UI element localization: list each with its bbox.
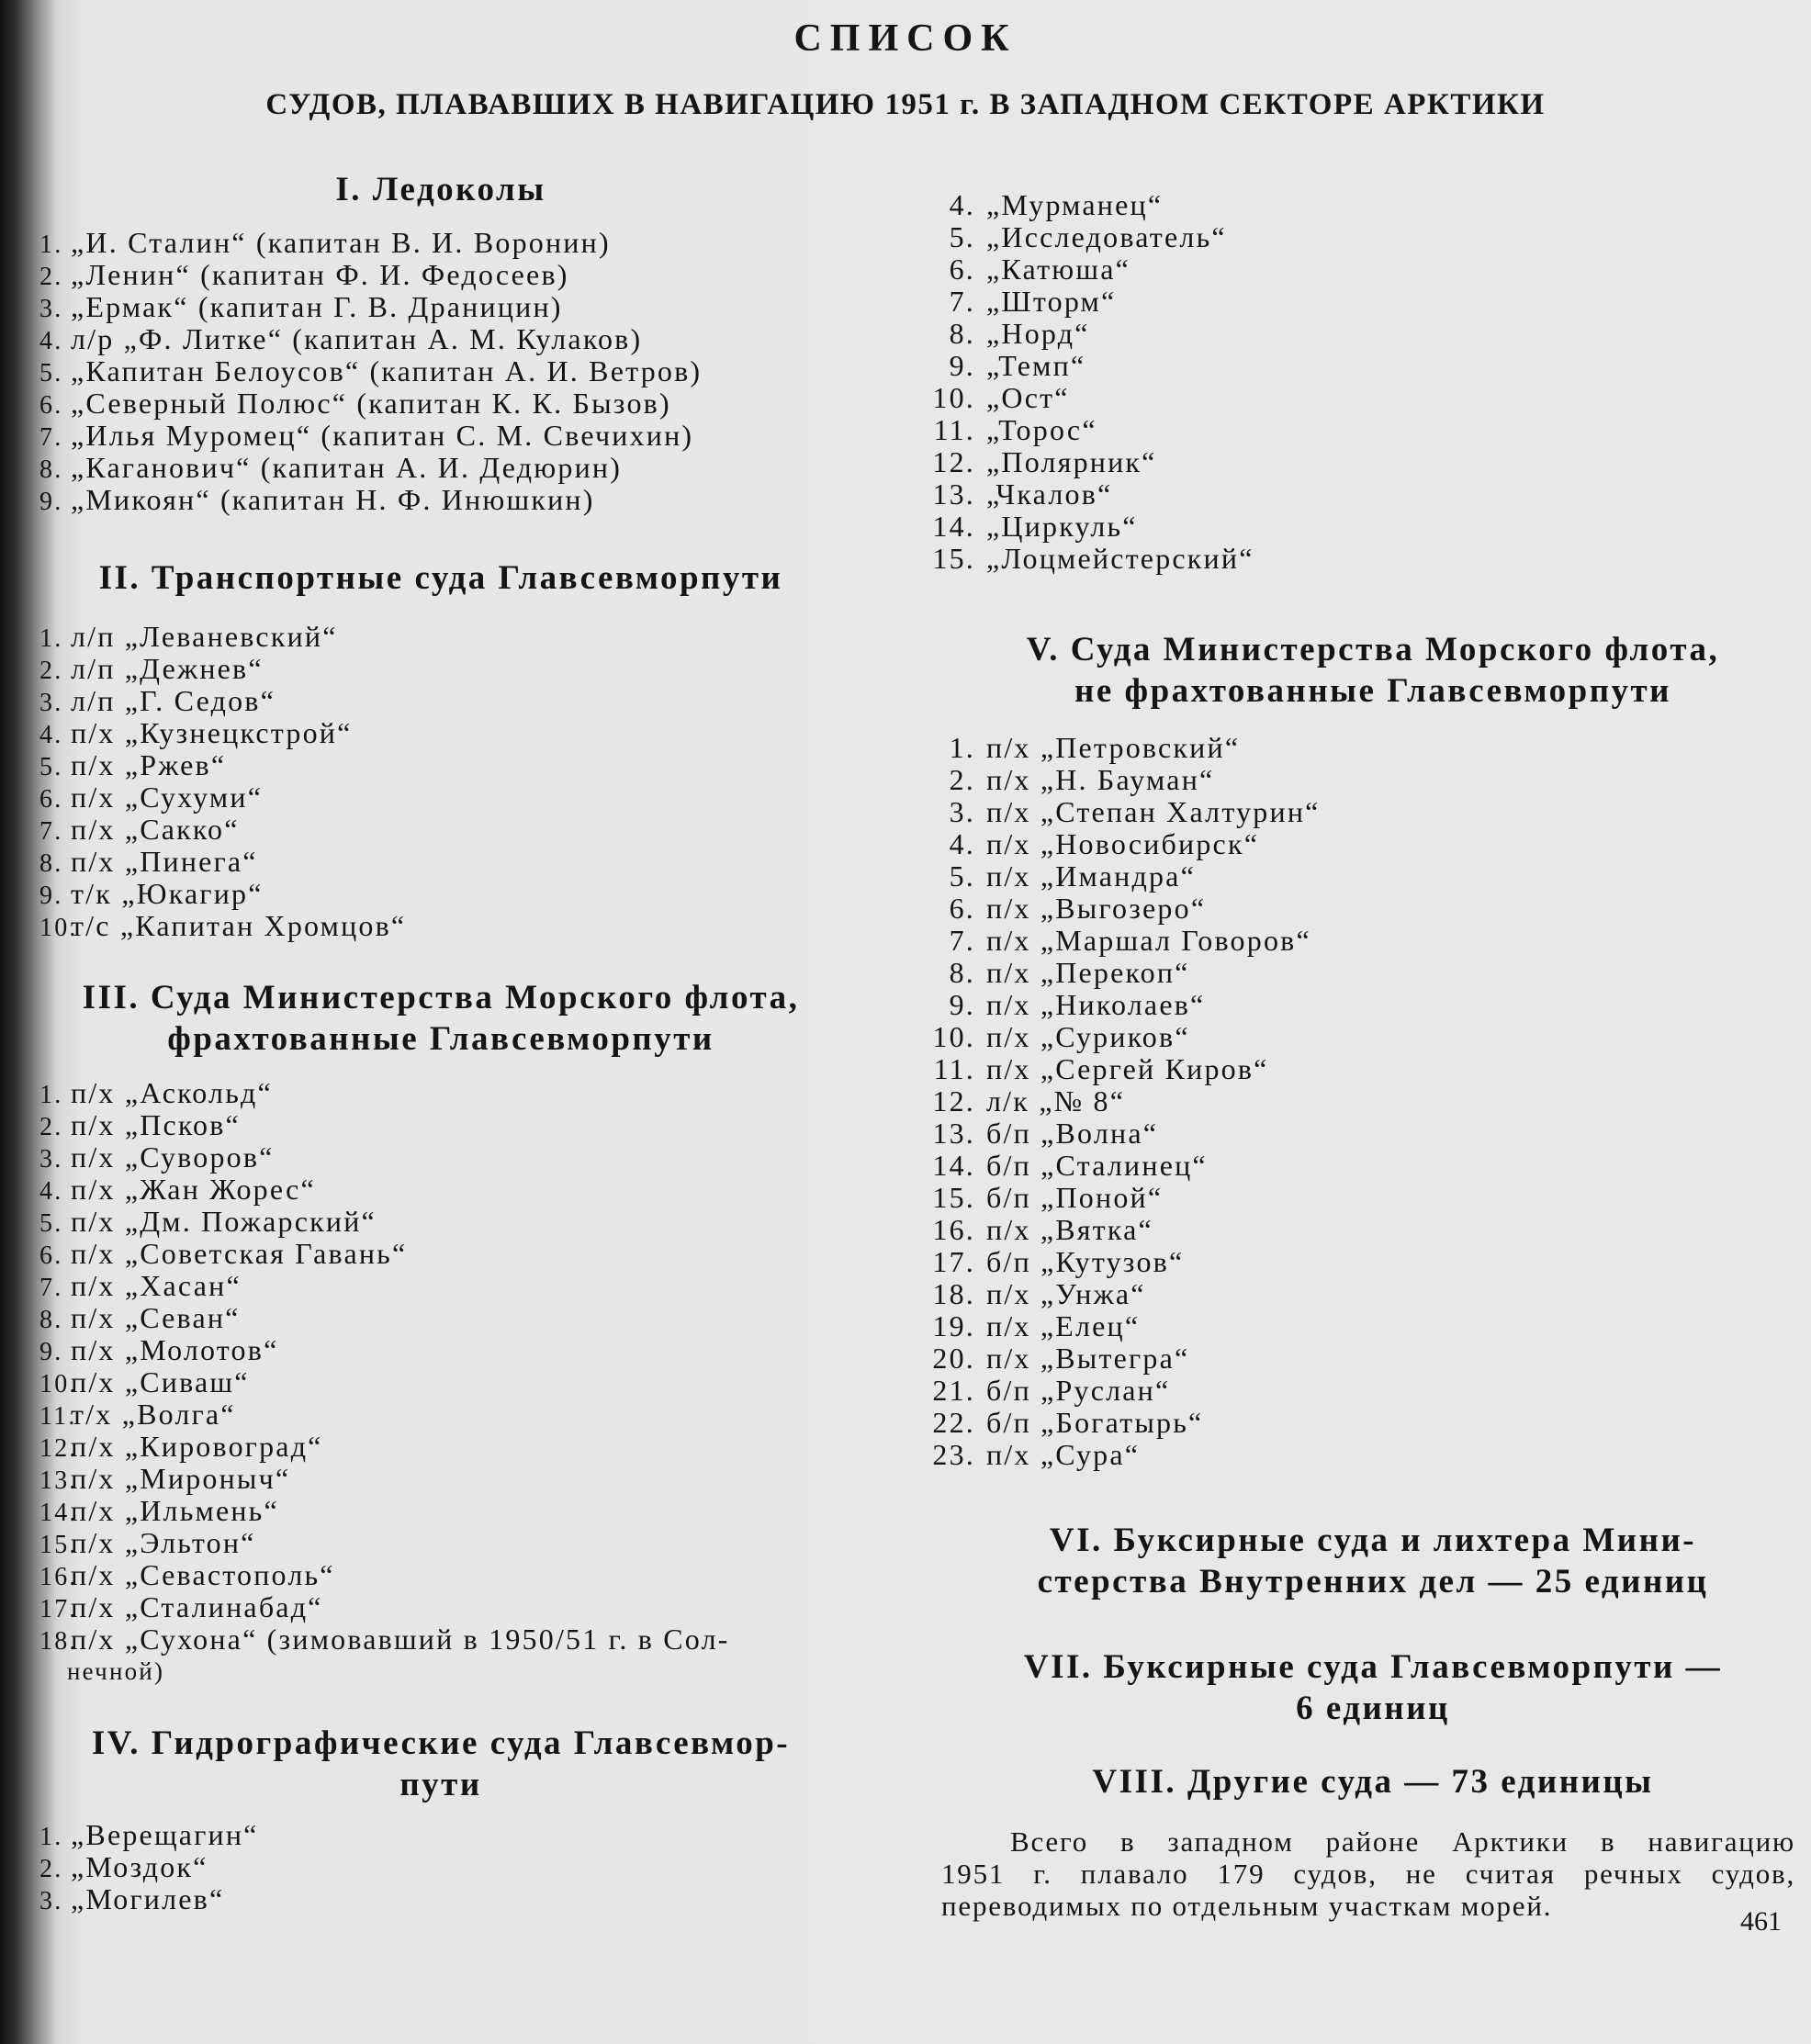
- list-item: [39, 1463, 730, 1495]
- list-item: [39, 653, 406, 685]
- item-number: 1.: [39, 230, 63, 259]
- section-list-5: [918, 732, 1321, 1471]
- item-text: п/х „Севастополь“: [71, 1558, 335, 1591]
- item-text: п/х „Ржев“: [71, 748, 227, 781]
- item-number: 1.: [39, 1081, 63, 1109]
- section-heading-4: [37, 1723, 845, 1805]
- item-number: 7.: [949, 285, 975, 318]
- list-item: [39, 1334, 730, 1366]
- item-number: 18.: [39, 1627, 78, 1656]
- item-number: 4.: [39, 721, 63, 749]
- item-number: 6.: [949, 253, 975, 286]
- list-item: [918, 828, 1321, 860]
- item-text: „Капитан Белоусов“ (капитан А. И. Ветров): [71, 354, 703, 387]
- item-number: 13.: [932, 1117, 975, 1150]
- item-number: 4.: [39, 327, 63, 355]
- item-number: 8.: [949, 317, 975, 350]
- item-text: „Лоцмейстерский“: [986, 542, 1254, 575]
- list-item: [918, 1085, 1321, 1117]
- item-text: л/п „Г. Седов“: [71, 684, 276, 717]
- list-item: [918, 1342, 1321, 1375]
- list-item: [918, 1150, 1321, 1182]
- item-number: 7.: [949, 924, 975, 957]
- item-text: п/х „Севан“: [71, 1301, 241, 1334]
- item-number: 6.: [39, 391, 63, 420]
- item-text: п/х „Петровский“: [986, 731, 1241, 764]
- section-heading-7: [946, 1646, 1800, 1729]
- list-item: [918, 1117, 1321, 1150]
- heading-line: I. Ледоколы: [335, 171, 546, 208]
- list-item: [39, 227, 702, 259]
- item-number: 9.: [949, 349, 975, 382]
- item-number: 7.: [39, 817, 63, 846]
- item-text: п/х „Советская Гавань“: [71, 1237, 408, 1270]
- heading-line: пути: [399, 1766, 482, 1803]
- item-number: 2.: [949, 763, 975, 796]
- item-text: п/х „Дм. Пожарский“: [71, 1205, 377, 1238]
- item-text: б/п „Кутузов“: [986, 1245, 1185, 1278]
- item-number: 7.: [39, 423, 63, 452]
- item-number: 14.: [39, 1499, 78, 1527]
- item-number: 21.: [932, 1374, 975, 1407]
- item-number: 11.: [933, 413, 975, 446]
- item-number: 13.: [39, 1466, 78, 1495]
- item-number: 8.: [39, 455, 63, 484]
- list-item: [39, 814, 406, 846]
- item-text: п/х „Сергей Киров“: [986, 1052, 1269, 1085]
- item-text: п/х „Кузнецкстрой“: [71, 716, 353, 749]
- item-text: б/п „Сталинец“: [986, 1149, 1208, 1182]
- item-text: п/х „Перекоп“: [986, 956, 1190, 989]
- list-item: [918, 511, 1254, 543]
- item-text: „Каганович“ (капитан А. И. Дедюрин): [71, 451, 623, 484]
- item-number: 14.: [932, 510, 975, 543]
- list-item: [39, 1851, 259, 1883]
- list-item: [918, 1375, 1321, 1407]
- item-number: 17.: [932, 1245, 975, 1278]
- item-number: 9.: [949, 988, 975, 1021]
- item-number: 9.: [39, 1338, 63, 1366]
- list-item: [39, 387, 702, 420]
- section-heading-8: [946, 1761, 1800, 1803]
- item-number: 2.: [39, 1113, 63, 1141]
- list-item: [918, 957, 1321, 989]
- heading-line: II. Транспортные суда Главсевморпути: [98, 559, 783, 597]
- item-number: 20.: [932, 1342, 975, 1375]
- item-number: 6.: [949, 892, 975, 925]
- heading-line: III. Суда Министерства Морского флота,: [82, 979, 800, 1016]
- list-item: [918, 989, 1321, 1021]
- summary-line: переводимых по отдельным участкам морей.: [941, 1890, 1553, 1922]
- item-text: п/х „Н. Бауман“: [986, 763, 1215, 796]
- list-item: [39, 291, 702, 323]
- item-number: 1.: [39, 624, 63, 653]
- list-item: [918, 221, 1254, 253]
- item-text: п/х „Сиваш“: [71, 1365, 250, 1398]
- list-item: [39, 1591, 730, 1623]
- item-text: „Ост“: [986, 381, 1070, 414]
- item-text: б/п „Поной“: [986, 1181, 1164, 1214]
- item-number: 3.: [39, 295, 63, 323]
- list-item: [39, 1366, 730, 1398]
- item-number: 19.: [932, 1309, 975, 1342]
- item-number: 15.: [932, 1181, 975, 1214]
- item-text: п/х „Вытегра“: [986, 1342, 1190, 1375]
- item-number: 3.: [39, 689, 63, 717]
- item-number: 11.: [39, 1402, 77, 1431]
- list-item: [918, 414, 1254, 446]
- list-item: [39, 1302, 730, 1334]
- item-number: 8.: [39, 1306, 63, 1334]
- item-text: п/х „Степан Халтурин“: [986, 795, 1321, 828]
- summary-line: Всего в западном районе Арктики в навигацию: [1010, 1825, 1795, 1858]
- item-number: 13.: [932, 477, 975, 511]
- item-number: 1.: [949, 731, 975, 764]
- item-number: 12.: [932, 445, 975, 478]
- item-text: п/х „Кировоград“: [71, 1430, 323, 1463]
- item-number: 2.: [39, 1855, 63, 1883]
- list-item: [39, 452, 702, 484]
- section-heading-2: [37, 557, 845, 599]
- heading-line: V. Суда Министерства Морского флота,: [1026, 631, 1720, 668]
- item-text-continuation: нечной): [67, 1657, 165, 1685]
- item-text: „Илья Муромец“ (капитан С. М. Свечихин): [71, 419, 694, 452]
- item-text: п/х „Вятка“: [986, 1213, 1153, 1246]
- item-number: 17.: [39, 1595, 78, 1623]
- list-item: [918, 1021, 1321, 1053]
- section-heading-6: [946, 1520, 1800, 1602]
- item-number: 1.: [39, 1823, 63, 1851]
- list-item: [39, 484, 702, 516]
- list-item: [918, 350, 1254, 382]
- summary-paragraph: [941, 1825, 1795, 1922]
- list-item: [39, 1174, 730, 1206]
- list-item: [39, 323, 702, 355]
- item-text: „Мурманец“: [986, 188, 1164, 221]
- list-item: [39, 1270, 730, 1302]
- item-number: 15.: [932, 542, 975, 575]
- item-text: „Циркуль“: [986, 510, 1138, 543]
- list-item: [918, 860, 1321, 893]
- list-item: [918, 382, 1254, 414]
- item-text: п/х „Суриков“: [986, 1020, 1190, 1053]
- item-text: п/х „Имандра“: [986, 859, 1196, 893]
- item-number: 12.: [932, 1084, 975, 1117]
- item-number: 5.: [949, 859, 975, 893]
- list-item: [918, 925, 1321, 957]
- list-item: [918, 1407, 1321, 1439]
- item-number: 3.: [39, 1145, 63, 1174]
- list-item: [918, 1214, 1321, 1246]
- list-item: [918, 893, 1321, 925]
- item-text: б/п „Руслан“: [986, 1374, 1171, 1407]
- item-text: „Темп“: [986, 349, 1086, 382]
- item-text: „Микоян“ (капитан Н. Ф. Инюшкин): [71, 483, 595, 516]
- item-text: п/х „Сура“: [986, 1438, 1141, 1471]
- item-text: п/х „Унжа“: [986, 1277, 1146, 1310]
- heading-line: VI. Буксирные суда и лихтера Мини-: [1049, 1522, 1697, 1559]
- item-text: „Торос“: [986, 413, 1097, 446]
- item-number: 22.: [932, 1406, 975, 1439]
- list-item: [39, 1495, 730, 1527]
- list-item: [918, 1246, 1321, 1278]
- item-text: п/х „Ильмень“: [71, 1494, 279, 1527]
- list-item: [918, 253, 1254, 286]
- summary-line: 1951 г. плавало 179 судов, не считая речных судов,: [941, 1858, 1795, 1890]
- list-item: [39, 1077, 730, 1109]
- item-number: 8.: [39, 849, 63, 878]
- item-text: „Моздок“: [71, 1850, 208, 1883]
- list-item: [39, 1527, 730, 1559]
- item-number: 16.: [39, 1563, 78, 1591]
- item-text: б/п „Богатырь“: [986, 1406, 1204, 1439]
- item-text: „Чкалов“: [986, 477, 1113, 511]
- list-item: [918, 1439, 1321, 1471]
- item-text: п/х „Псков“: [71, 1108, 241, 1141]
- list-item: [39, 1623, 730, 1656]
- list-item: [918, 732, 1321, 764]
- item-number: 12.: [39, 1434, 78, 1463]
- list-item: [39, 355, 702, 387]
- item-text: п/х „Маршал Говоров“: [986, 924, 1311, 957]
- section-heading-1: [37, 169, 845, 210]
- item-text: „Норд“: [986, 317, 1090, 350]
- item-number: 23.: [932, 1438, 975, 1471]
- item-text: „Шторм“: [986, 285, 1117, 318]
- list-item: [39, 1398, 730, 1431]
- item-number: 2.: [39, 263, 63, 291]
- item-text: „Полярник“: [986, 445, 1157, 478]
- item-text: л/р „Ф. Литке“ (капитан А. М. Кулаков): [71, 322, 643, 355]
- item-number: 4.: [949, 827, 975, 860]
- list-item: [918, 1053, 1321, 1085]
- list-item: [39, 1238, 730, 1270]
- item-number: 15.: [39, 1531, 78, 1559]
- list-item: [39, 781, 406, 814]
- item-text: „Северный Полюс“ (капитан К. К. Бызов): [71, 387, 671, 420]
- item-number: 16.: [932, 1213, 975, 1246]
- item-number: 10.: [932, 1020, 975, 1053]
- section-list-2: [39, 621, 406, 942]
- item-text: „Ермак“ (капитан Г. В. Драницин): [71, 290, 563, 323]
- item-text: т/к „Юкагир“: [71, 877, 264, 910]
- item-number: 11.: [933, 1052, 975, 1085]
- heading-line: не фрахтованные Главсевморпути: [1074, 672, 1671, 710]
- item-text: п/х „Суворов“: [71, 1140, 275, 1174]
- item-text: л/к „№ 8“: [986, 1084, 1126, 1117]
- list-item: [918, 543, 1254, 575]
- heading-line: фрахтованные Главсевморпути: [167, 1020, 714, 1058]
- item-text: п/х „Сухуми“: [71, 781, 264, 814]
- item-text: п/х „Выгозеро“: [986, 892, 1207, 925]
- list-item: [918, 446, 1254, 478]
- list-item: [39, 1559, 730, 1591]
- item-text: „Исследователь“: [986, 220, 1227, 253]
- list-item: [918, 318, 1254, 350]
- list-item: [39, 1819, 259, 1851]
- list-item: [918, 1278, 1321, 1310]
- item-number: 5.: [39, 753, 63, 781]
- item-text: п/х „Пинега“: [71, 845, 258, 878]
- item-number: 10.: [39, 1370, 78, 1398]
- section-list-4a: [39, 1819, 259, 1915]
- item-text: „Верещагин“: [71, 1818, 259, 1851]
- page-number: 461: [1740, 1906, 1782, 1937]
- item-text: л/п „Леваневский“: [71, 620, 338, 653]
- list-item: [39, 1141, 730, 1174]
- item-number: 6.: [39, 1241, 63, 1270]
- list-item: [39, 1431, 730, 1463]
- list-item: [39, 1109, 730, 1141]
- list-item: [39, 749, 406, 781]
- item-number: 9.: [39, 488, 63, 516]
- list-item: [918, 1182, 1321, 1214]
- list-item: [918, 286, 1254, 318]
- item-text: п/х „Сакко“: [71, 813, 240, 846]
- page-subtitle: СУДОВ, ПЛАВАВШИХ В НАВИГАЦИЮ 1951 г. В ЗАПАДНОМ СЕКТОРЕ АРКТИКИ: [265, 88, 1546, 121]
- item-text: п/х „Аскольд“: [71, 1076, 273, 1109]
- item-number: 5.: [39, 359, 63, 387]
- item-text: „Ленин“ (капитан Ф. И. Федосеев): [71, 258, 569, 291]
- list-item: [39, 621, 406, 653]
- list-item: [918, 796, 1321, 828]
- item-number: 7.: [39, 1274, 63, 1302]
- list-item: [39, 846, 406, 878]
- list-item: [39, 878, 406, 910]
- item-text: п/х „Жан Жорес“: [71, 1173, 316, 1206]
- section-list-4b: [918, 189, 1254, 575]
- item-number: 5.: [949, 220, 975, 253]
- item-number: 10.: [39, 914, 78, 942]
- list-item: [39, 717, 406, 749]
- section-heading-3: [37, 977, 845, 1060]
- item-text: п/х „Мироныч“: [71, 1462, 291, 1495]
- item-number: 18.: [932, 1277, 975, 1310]
- page-title: СПИСОК: [793, 17, 1018, 60]
- item-text: п/х „Хасан“: [71, 1269, 242, 1302]
- list-item: [918, 1310, 1321, 1342]
- list-item: [39, 685, 406, 717]
- section-list-3: [39, 1077, 730, 1688]
- section-heading-5: [946, 629, 1800, 712]
- item-number: 3.: [39, 1887, 63, 1915]
- heading-line: IV. Гидрографические суда Главсевмор-: [91, 1724, 791, 1762]
- item-text: б/п „Волна“: [986, 1117, 1159, 1150]
- item-number: 5.: [39, 1209, 63, 1238]
- item-number: 9.: [39, 882, 63, 910]
- item-number: 4.: [949, 188, 975, 221]
- heading-line: VII. Буксирные суда Главсевморпути —: [1023, 1648, 1723, 1686]
- item-number: 4.: [39, 1177, 63, 1206]
- item-text: т/х „Волга“: [71, 1398, 236, 1431]
- item-number: 2.: [39, 657, 63, 685]
- item-text: п/х „Сталинабад“: [71, 1590, 323, 1623]
- item-number: 14.: [932, 1149, 975, 1182]
- list-item: [918, 764, 1321, 796]
- item-text: п/х „Елец“: [986, 1309, 1141, 1342]
- list-item: [39, 420, 702, 452]
- list-item: [39, 259, 702, 291]
- item-number: 3.: [949, 795, 975, 828]
- list-item: [918, 478, 1254, 511]
- item-text: л/п „Дежнев“: [71, 652, 264, 685]
- list-item: [918, 189, 1254, 221]
- item-text: п/х „Сухона“ (зимовавший в 1950/51 г. в Сол-: [71, 1623, 730, 1656]
- item-text: п/х „Новосибирск“: [986, 827, 1260, 860]
- item-text: „Могилев“: [71, 1882, 225, 1915]
- heading-line: VIII. Другие суда — 73 единицы: [1092, 1763, 1654, 1801]
- list-item: [39, 1206, 730, 1238]
- heading-line: стерства Внутренних дел — 25 единиц: [1037, 1563, 1709, 1600]
- item-number: 8.: [949, 956, 975, 989]
- item-text: п/х „Эльтон“: [71, 1526, 256, 1559]
- item-number: 6.: [39, 785, 63, 814]
- item-text: „И. Сталин“ (капитан В. И. Воронин): [71, 226, 611, 259]
- list-item: [39, 1883, 259, 1915]
- item-text: т/с „Капитан Хромцов“: [71, 909, 407, 942]
- item-text: п/х „Николаев“: [986, 988, 1206, 1021]
- item-number: 10.: [932, 381, 975, 414]
- item-text: п/х „Молотов“: [71, 1333, 279, 1366]
- section-list-1: [39, 227, 702, 516]
- heading-line: 6 единиц: [1296, 1690, 1450, 1727]
- item-text: „Катюша“: [986, 253, 1131, 286]
- list-item: [39, 910, 406, 942]
